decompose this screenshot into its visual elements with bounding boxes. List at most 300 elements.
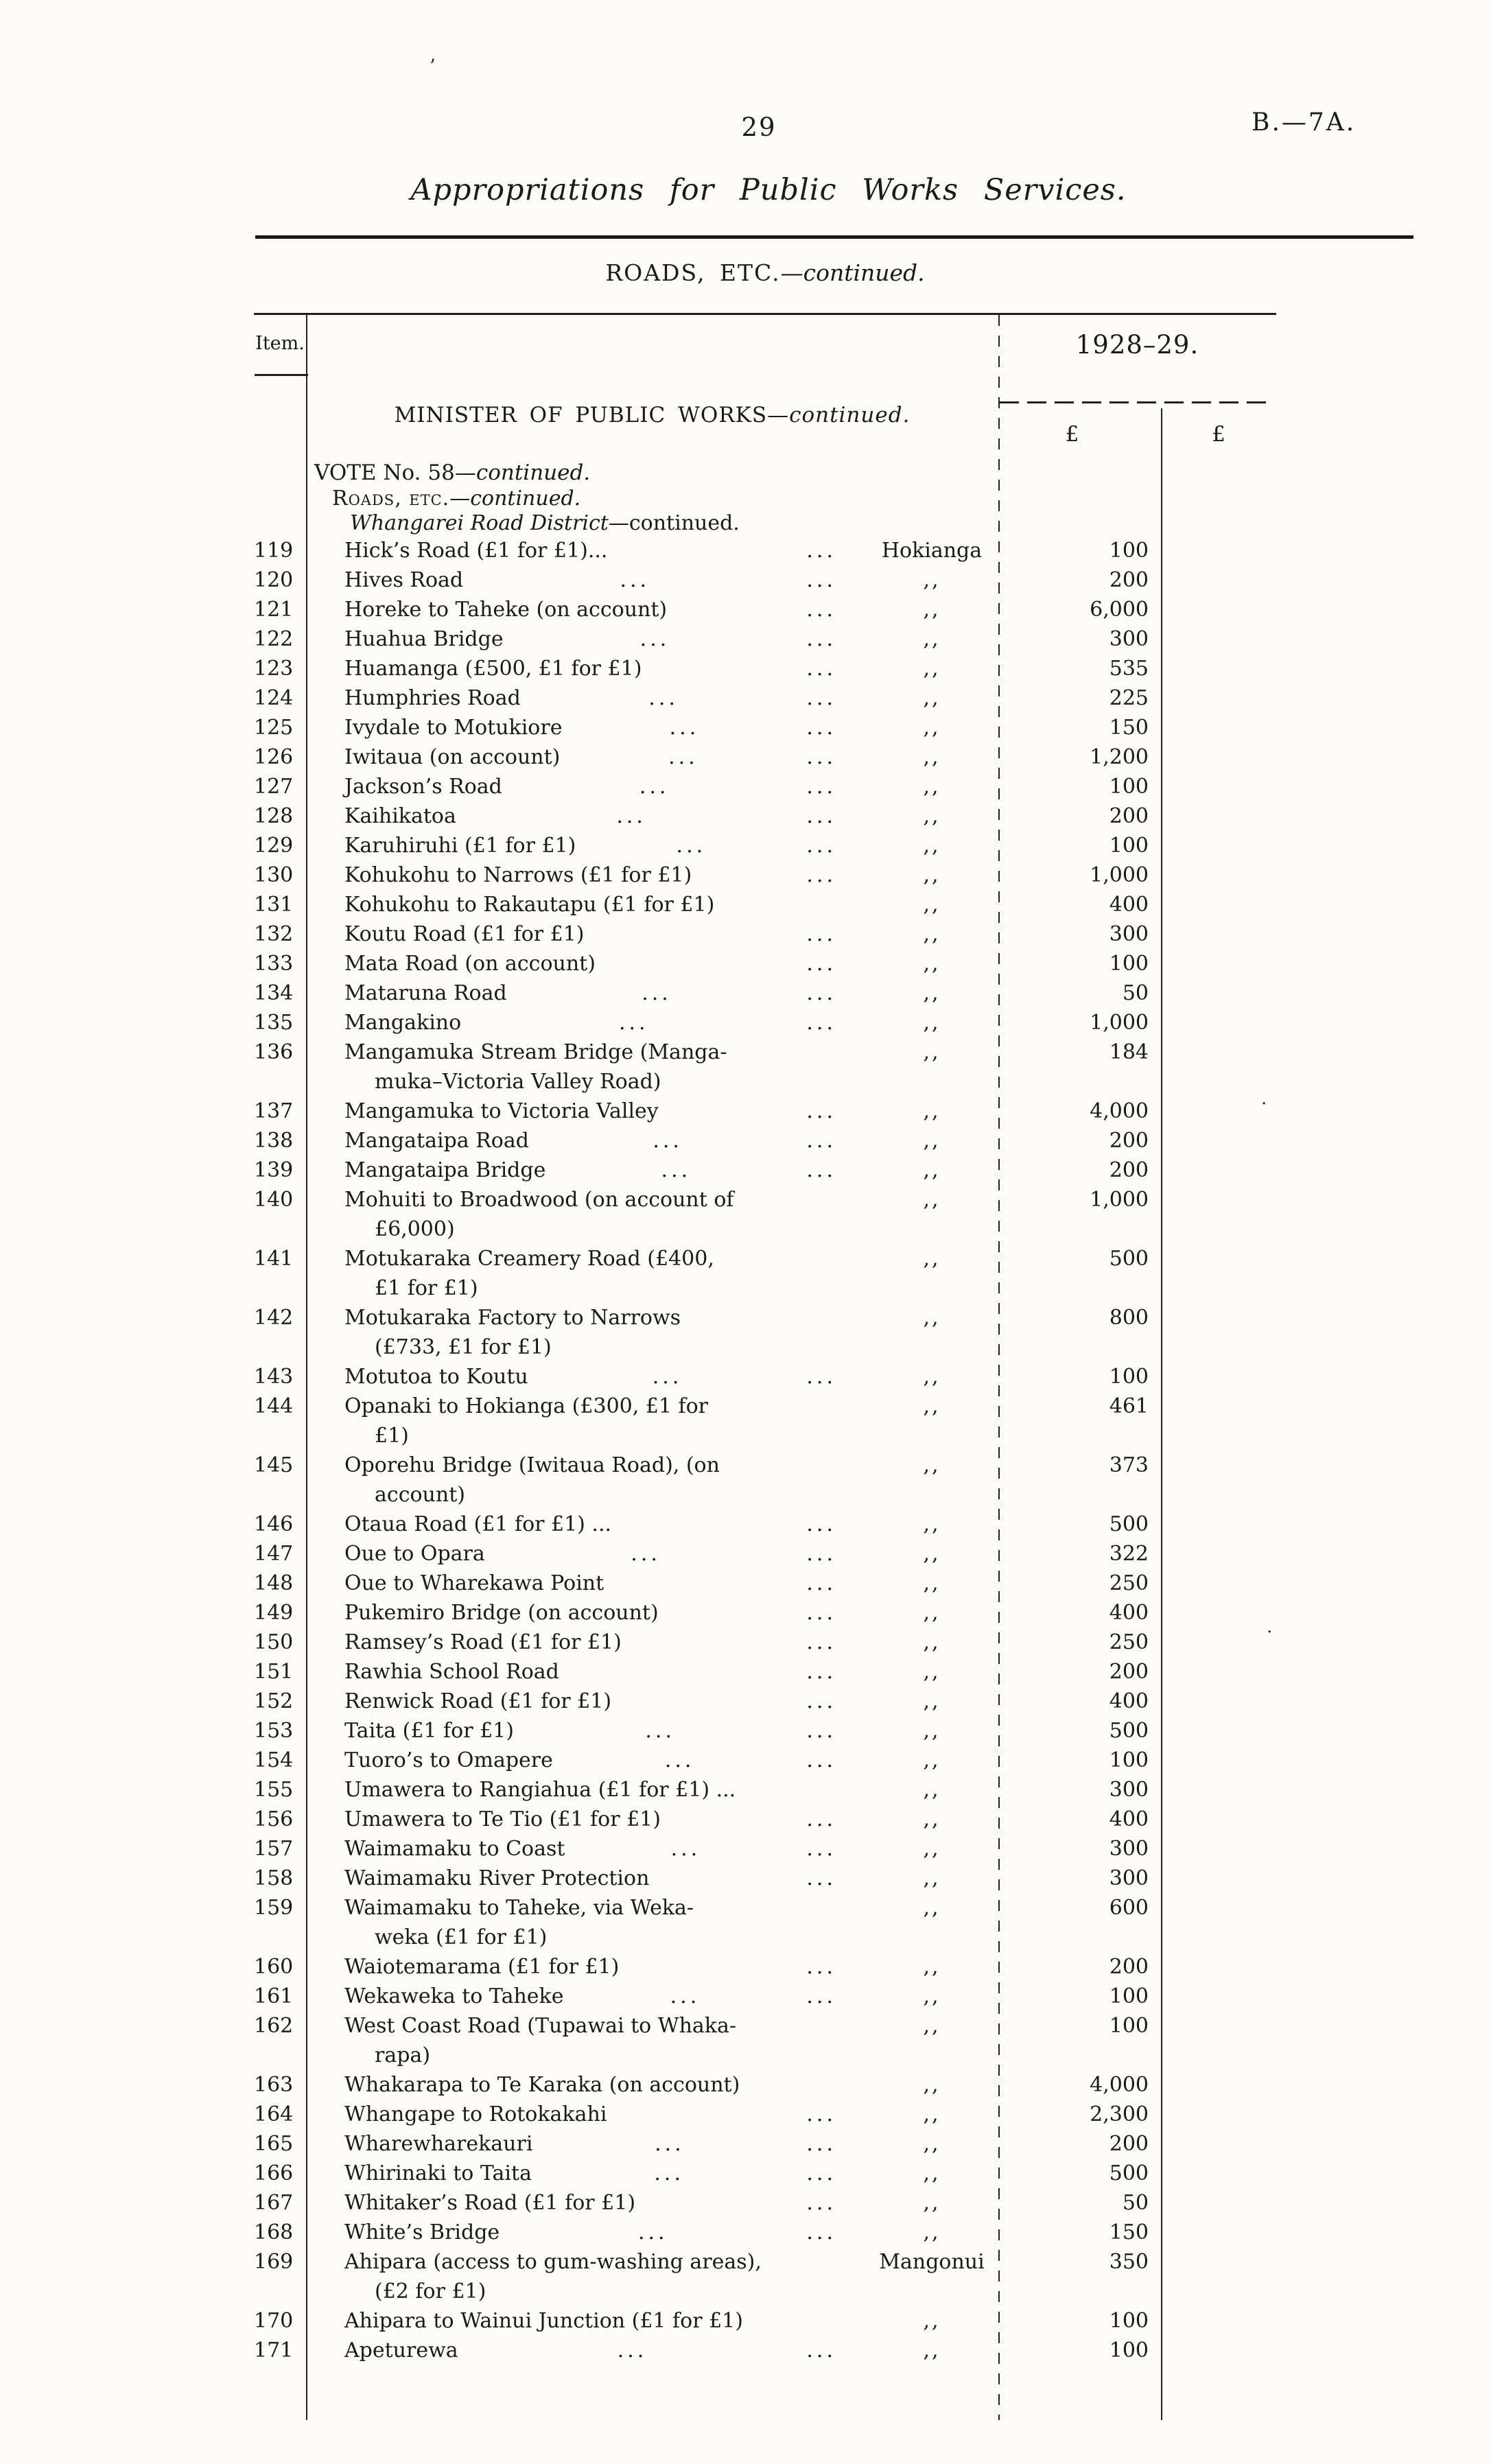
dot-leader: ... xyxy=(806,2102,836,2126)
item-number: 140 xyxy=(254,1188,294,1212)
table-row xyxy=(254,2129,1276,2159)
road-name: Apeturewa xyxy=(344,2338,458,2362)
road-name-line1 xyxy=(344,1952,865,1982)
amount-1928-29: 461 xyxy=(1109,1394,1149,1418)
amount-col2-empty xyxy=(1161,1126,1276,1155)
amount-col2-empty xyxy=(1161,2011,1276,2070)
road-name: Kaihikatoa xyxy=(344,804,456,828)
road-name: Mangakino xyxy=(344,1011,462,1035)
dot-leader: ... xyxy=(806,657,836,681)
item-number: 161 xyxy=(254,1984,294,2008)
locality: ,, xyxy=(923,804,941,828)
table-row xyxy=(254,1392,1276,1451)
locality: ,, xyxy=(923,863,941,887)
table-row xyxy=(254,2336,1276,2365)
amount-1928-29: 4,000 xyxy=(1090,1099,1149,1123)
item-number: 170 xyxy=(254,2309,294,2333)
table-row xyxy=(254,1805,1276,1834)
road-description xyxy=(306,2188,865,2218)
dot-leader: ... xyxy=(806,1630,836,1654)
locality: ,, xyxy=(923,1630,941,1654)
road-name: Waimamaku River Protection xyxy=(344,1866,650,1890)
dot-leader: ... xyxy=(806,922,836,946)
dot-leader: ... xyxy=(654,2161,684,2185)
locality: ,, xyxy=(923,834,941,858)
item-number: 133 xyxy=(254,952,294,976)
road-description xyxy=(306,1185,865,1244)
road-name-line1 xyxy=(344,1392,865,1421)
dot-leader: ... xyxy=(670,1984,701,2008)
year-header-underline xyxy=(1000,401,1273,403)
road-name-line1 xyxy=(344,1893,865,1923)
amount-col2-empty xyxy=(1161,1982,1276,2011)
amount-1928-29: 535 xyxy=(1109,657,1149,681)
road-name: Waimamaku to Taheke, via Weka- xyxy=(344,1896,694,1920)
road-name: Ahipara (access to gum-washing areas), xyxy=(344,2250,762,2274)
amount-1928-29: 6,000 xyxy=(1090,598,1149,622)
amount-col2-empty xyxy=(1161,1657,1276,1687)
road-name-line1 xyxy=(344,1510,865,1539)
dot-leader: ... xyxy=(806,952,836,976)
road-name: Opanaki to Hokianga (£300, £1 for xyxy=(344,1394,709,1418)
item-number: 136 xyxy=(254,1040,294,1064)
amount-1928-29: 250 xyxy=(1109,1571,1149,1595)
road-description xyxy=(306,536,865,565)
road-description xyxy=(306,978,865,1008)
locality: ,, xyxy=(923,1660,941,1684)
road-description xyxy=(306,1510,865,1539)
road-description xyxy=(306,654,865,683)
locality: ,, xyxy=(923,2073,941,2097)
road-name: Motukaraka Creamery Road (£400, xyxy=(344,1247,714,1271)
road-description xyxy=(306,1805,865,1834)
amount-1928-29: 100 xyxy=(1109,775,1149,799)
amount-1928-29: 500 xyxy=(1109,1512,1149,1536)
table-row xyxy=(254,654,1276,683)
item-number: 153 xyxy=(254,1719,294,1743)
table-rows xyxy=(254,536,1276,2365)
locality: ,, xyxy=(923,1542,941,1566)
road-description xyxy=(306,742,865,772)
dot-leader: ... xyxy=(806,568,836,592)
amount-col2-empty xyxy=(1161,919,1276,949)
locality: ,, xyxy=(923,1040,941,1064)
table-row xyxy=(254,1362,1276,1392)
road-description xyxy=(306,1392,865,1451)
table-row xyxy=(254,1687,1276,1716)
amount-col2-empty xyxy=(1161,683,1276,713)
item-number: 121 xyxy=(254,598,294,622)
road-description xyxy=(306,1362,865,1392)
section-heading-continued: —continued. xyxy=(780,259,925,286)
table-row xyxy=(254,1008,1276,1037)
road-name: Hives Road xyxy=(344,568,464,592)
dot-leader: ... xyxy=(637,2220,668,2244)
pound-symbol-col1: £ xyxy=(1065,422,1079,447)
item-number: 125 xyxy=(254,716,294,740)
road-name-line1 xyxy=(344,595,865,624)
amount-1928-29: 100 xyxy=(1109,2014,1149,2038)
road-name-line1 xyxy=(344,565,865,595)
road-description xyxy=(306,1834,865,1864)
road-description xyxy=(306,2247,865,2306)
dot-leader: ... xyxy=(806,1689,836,1713)
item-column-header: Item. xyxy=(255,333,305,354)
road-description xyxy=(306,1096,865,1126)
amount-col2-empty xyxy=(1161,1952,1276,1982)
road-name-line1 xyxy=(344,1746,865,1775)
road-name-line1 xyxy=(344,2306,865,2336)
dot-leader: ... xyxy=(806,1011,836,1035)
item-number: 144 xyxy=(254,1394,294,1418)
road-name-line1 xyxy=(344,1569,865,1598)
amount-col2-empty xyxy=(1161,772,1276,801)
amount-1928-29: 200 xyxy=(1109,804,1149,828)
table-row xyxy=(254,595,1276,624)
amount-1928-29: 4,000 xyxy=(1090,2073,1149,2097)
locality: ,, xyxy=(923,1837,941,1861)
dot-leader: ... xyxy=(661,1158,692,1182)
document-title: Appropriations for Public Works Services. xyxy=(410,173,1127,207)
amount-1928-29: 300 xyxy=(1109,922,1149,946)
table-row xyxy=(254,1037,1276,1096)
road-name-line2: weka (£1 for £1) xyxy=(375,1925,548,1949)
road-description xyxy=(306,624,865,654)
amount-col2-empty xyxy=(1161,595,1276,624)
item-number: 123 xyxy=(254,657,294,681)
dot-leader: ... xyxy=(806,1837,836,1861)
road-name-line1 xyxy=(344,1155,865,1185)
locality: ,, xyxy=(923,716,941,740)
item-number: 148 xyxy=(254,1571,294,1595)
table-row xyxy=(254,2159,1276,2188)
table-row xyxy=(254,1096,1276,1126)
amount-col2-empty xyxy=(1161,1628,1276,1657)
item-number: 120 xyxy=(254,568,294,592)
table-row xyxy=(254,565,1276,595)
road-description xyxy=(306,1155,865,1185)
road-name: Mata Road (on account) xyxy=(344,952,596,976)
amount-col2-empty xyxy=(1161,1805,1276,1834)
road-description xyxy=(306,890,865,919)
amount-col2-empty xyxy=(1161,978,1276,1008)
amount-1928-29: 225 xyxy=(1109,686,1149,710)
road-name-line1 xyxy=(344,536,865,565)
road-name-line1 xyxy=(344,742,865,772)
roads-subheading-continued: —continued. xyxy=(449,486,581,511)
road-name-line1 xyxy=(344,1185,865,1215)
dot-leader: ... xyxy=(806,863,836,887)
amount-col2-empty xyxy=(1161,2218,1276,2247)
table-row xyxy=(254,831,1276,860)
table-row xyxy=(254,1716,1276,1746)
locality: ,, xyxy=(923,627,941,651)
item-number: 157 xyxy=(254,1837,294,1861)
amount-col2-empty xyxy=(1161,1303,1276,1362)
scan-artifact: ’ xyxy=(430,55,436,78)
vote-heading xyxy=(314,460,590,485)
item-number: 159 xyxy=(254,1896,294,1920)
amount-col2-empty xyxy=(1161,1392,1276,1451)
road-name: Wekaweka to Taheke xyxy=(344,1984,564,2008)
locality: ,, xyxy=(923,1365,941,1389)
table-row xyxy=(254,1185,1276,1244)
amount-1928-29: 150 xyxy=(1109,716,1149,740)
table-row xyxy=(254,919,1276,949)
amount-1928-29: 500 xyxy=(1109,1247,1149,1271)
amount-1928-29: 100 xyxy=(1109,1365,1149,1389)
table-row xyxy=(254,860,1276,890)
road-name: Huamanga (£500, £1 for £1) xyxy=(344,657,642,681)
amount-col2-empty xyxy=(1161,713,1276,742)
road-name-line1 xyxy=(344,1598,865,1628)
amount-col2-empty xyxy=(1161,2100,1276,2129)
dot-leader: ... xyxy=(645,1719,675,1743)
road-name: Umawera to Te Tio (£1 for £1) xyxy=(344,1807,661,1831)
table-row xyxy=(254,624,1276,654)
road-description xyxy=(306,2011,865,2070)
dot-leader: ... xyxy=(806,598,836,622)
road-name: Mangataipa Bridge xyxy=(344,1158,546,1182)
item-number: 126 xyxy=(254,745,294,769)
locality: ,, xyxy=(923,2014,941,2038)
locality: ,, xyxy=(923,1453,941,1477)
road-description xyxy=(306,1008,865,1037)
dot-leader: ... xyxy=(806,2132,836,2156)
amount-col2-empty xyxy=(1161,1510,1276,1539)
road-description xyxy=(306,1864,865,1893)
table-row xyxy=(254,772,1276,801)
table-row xyxy=(254,2306,1276,2336)
dot-leader: ... xyxy=(806,2161,836,2185)
amount-1928-29: 400 xyxy=(1109,1807,1149,1831)
locality: ,, xyxy=(923,1099,941,1123)
table-row xyxy=(254,713,1276,742)
locality: ,, xyxy=(923,775,941,799)
amount-col2-empty xyxy=(1161,1244,1276,1303)
road-name-line2: (£733, £1 for £1) xyxy=(375,1335,552,1359)
road-name-line1 xyxy=(344,1539,865,1569)
amount-1928-29: 300 xyxy=(1109,627,1149,651)
table-row xyxy=(254,2247,1276,2306)
item-number: 137 xyxy=(254,1099,294,1123)
locality: ,, xyxy=(923,2338,941,2362)
dot-leader: ... xyxy=(806,1158,836,1182)
road-name: Oue to Opara xyxy=(344,1542,485,1566)
locality: ,, xyxy=(923,686,941,710)
item-number: 141 xyxy=(254,1247,294,1271)
dot-leader: ... xyxy=(806,745,836,769)
road-description xyxy=(306,1303,865,1362)
dot-leader: ... xyxy=(620,568,650,592)
road-name-line1 xyxy=(344,2188,865,2218)
road-description xyxy=(306,2306,865,2336)
road-description xyxy=(306,2218,865,2247)
road-name-line1 xyxy=(344,1628,865,1657)
amount-1928-29: 100 xyxy=(1109,1748,1149,1772)
road-description xyxy=(306,2336,865,2365)
road-name-line1 xyxy=(344,1096,865,1126)
road-description xyxy=(306,1657,865,1687)
item-number: 145 xyxy=(254,1453,294,1477)
road-name: Waimamaku to Coast xyxy=(344,1837,565,1861)
locality: Mangonui xyxy=(879,2250,985,2274)
road-name-line1 xyxy=(344,1303,865,1333)
road-name-line1 xyxy=(344,1982,865,2011)
road-description xyxy=(306,949,865,978)
dot-leader: ... xyxy=(806,775,836,799)
locality: ,, xyxy=(923,2132,941,2156)
dot-leader: ... xyxy=(806,1866,836,1890)
item-number: 165 xyxy=(254,2132,294,2156)
locality: ,, xyxy=(923,1601,941,1625)
locality: ,, xyxy=(923,2191,941,2215)
minister-heading-continued: —continued. xyxy=(767,403,911,427)
table-row xyxy=(254,978,1276,1008)
road-name-line2: rapa) xyxy=(375,2043,431,2067)
table-row xyxy=(254,1893,1276,1952)
dot-leader: ... xyxy=(806,1542,836,1566)
road-description xyxy=(306,2129,865,2159)
amount-col2-empty xyxy=(1161,1569,1276,1598)
locality: ,, xyxy=(923,1158,941,1182)
road-name: Mataruna Road xyxy=(344,981,507,1005)
road-name-line1 xyxy=(344,1775,865,1805)
item-number: 163 xyxy=(254,2073,294,2097)
road-name-line1 xyxy=(344,919,865,949)
table-row xyxy=(254,1244,1276,1303)
item-number: 142 xyxy=(254,1306,294,1330)
item-number: 143 xyxy=(254,1365,294,1389)
dot-leader: ... xyxy=(642,981,672,1005)
dot-leader: ... xyxy=(670,1837,701,1861)
item-number: 164 xyxy=(254,2102,294,2126)
road-name: Whitaker’s Road (£1 for £1) xyxy=(344,2191,636,2215)
item-number: 158 xyxy=(254,1866,294,1890)
road-name-line1 xyxy=(344,1687,865,1716)
table-row xyxy=(254,2011,1276,2070)
item-number: 154 xyxy=(254,1748,294,1772)
road-name: White’s Bridge xyxy=(344,2220,500,2244)
table-row xyxy=(254,1628,1276,1657)
amount-1928-29: 2,300 xyxy=(1090,2102,1149,2126)
district-heading xyxy=(350,511,740,535)
table-row xyxy=(254,801,1276,831)
road-name-line1 xyxy=(344,1864,865,1893)
road-name-line1 xyxy=(344,624,865,654)
amount-1928-29: 200 xyxy=(1109,1660,1149,1684)
amount-1928-29: 200 xyxy=(1109,2132,1149,2156)
amount-col2-empty xyxy=(1161,624,1276,654)
item-number: 169 xyxy=(254,2250,294,2274)
table-row xyxy=(254,1746,1276,1775)
section-heading xyxy=(473,259,1057,286)
dot-leader: ... xyxy=(806,2220,836,2244)
road-name-line1 xyxy=(344,831,865,860)
amount-col2-empty xyxy=(1161,801,1276,831)
road-name: West Coast Road (Tupawai to Whaka- xyxy=(344,2014,737,2038)
locality: ,, xyxy=(923,1896,941,1920)
road-name: Motukaraka Factory to Narrows xyxy=(344,1306,681,1330)
section-heading-caps: ROADS, ETC. xyxy=(605,259,781,286)
road-name-line1 xyxy=(344,978,865,1008)
locality: ,, xyxy=(923,1512,941,1536)
road-name: Iwitaua (on account) xyxy=(344,745,561,769)
item-number: 168 xyxy=(254,2220,294,2244)
amount-col2-empty xyxy=(1161,1864,1276,1893)
road-name-line1 xyxy=(344,1126,865,1155)
dot-leader: ... xyxy=(806,1099,836,1123)
item-number: 134 xyxy=(254,981,294,1005)
dot-leader: ... xyxy=(806,627,836,651)
amount-1928-29: 400 xyxy=(1109,893,1149,917)
road-description xyxy=(306,1746,865,1775)
table-row xyxy=(254,2188,1276,2218)
amount-1928-29: 100 xyxy=(1109,1984,1149,2008)
locality: ,, xyxy=(923,893,941,917)
amount-col2-empty xyxy=(1161,1155,1276,1185)
road-description xyxy=(306,2159,865,2188)
locality: ,, xyxy=(923,2309,941,2333)
table-row xyxy=(254,949,1276,978)
road-name-line1 xyxy=(344,1805,865,1834)
district-heading-text: Whangarei Road District xyxy=(350,511,609,535)
locality: ,, xyxy=(923,568,941,592)
amount-col2-empty xyxy=(1161,654,1276,683)
amount-col2-empty xyxy=(1161,1362,1276,1392)
dot-leader: ... xyxy=(648,686,679,710)
amount-1928-29: 300 xyxy=(1109,1778,1149,1802)
amount-col2-empty xyxy=(1161,2306,1276,2336)
road-name-line2: £6,000) xyxy=(375,1217,455,1241)
road-name-line1 xyxy=(344,683,865,713)
road-name-line2: (£2 for £1) xyxy=(375,2279,486,2303)
amount-1928-29: 250 xyxy=(1109,1630,1149,1654)
dot-leader: ... xyxy=(806,834,836,858)
amount-1928-29: 300 xyxy=(1109,1837,1149,1861)
road-name: Ahipara to Wainui Junction (£1 for £1) xyxy=(344,2309,743,2333)
road-description xyxy=(306,713,865,742)
road-name: Rawhia School Road xyxy=(344,1660,559,1684)
page-number: 29 xyxy=(741,113,777,142)
amount-1928-29: 400 xyxy=(1109,1689,1149,1713)
road-description xyxy=(306,565,865,595)
locality: ,, xyxy=(923,1188,941,1212)
locality: ,, xyxy=(923,1748,941,1772)
amount-1928-29: 150 xyxy=(1109,2220,1149,2244)
road-name: Mohuiti to Broadwood (on account of xyxy=(344,1188,734,1212)
road-name: Pukemiro Bridge (on account) xyxy=(344,1601,659,1625)
road-name-line1 xyxy=(344,2247,865,2277)
amount-1928-29: 100 xyxy=(1109,2309,1149,2333)
locality: ,, xyxy=(923,2102,941,2126)
road-name-line1 xyxy=(344,713,865,742)
road-name-line1 xyxy=(344,2070,865,2100)
amount-1928-29: 100 xyxy=(1109,2338,1149,2362)
item-number: 122 xyxy=(254,627,294,651)
item-number: 171 xyxy=(254,2338,294,2362)
locality: ,, xyxy=(923,1955,941,1979)
amount-1928-29: 200 xyxy=(1109,1955,1149,1979)
scan-artifact: . xyxy=(1267,1617,1273,1637)
amount-1928-29: 500 xyxy=(1109,2161,1149,2185)
amount-col2-empty xyxy=(1161,2159,1276,2188)
road-name: Jackson’s Road xyxy=(344,775,502,799)
dot-leader: ... xyxy=(806,539,836,563)
locality: ,, xyxy=(923,598,941,622)
dot-leader: ... xyxy=(806,1571,836,1595)
amount-col2-empty xyxy=(1161,2188,1276,2218)
